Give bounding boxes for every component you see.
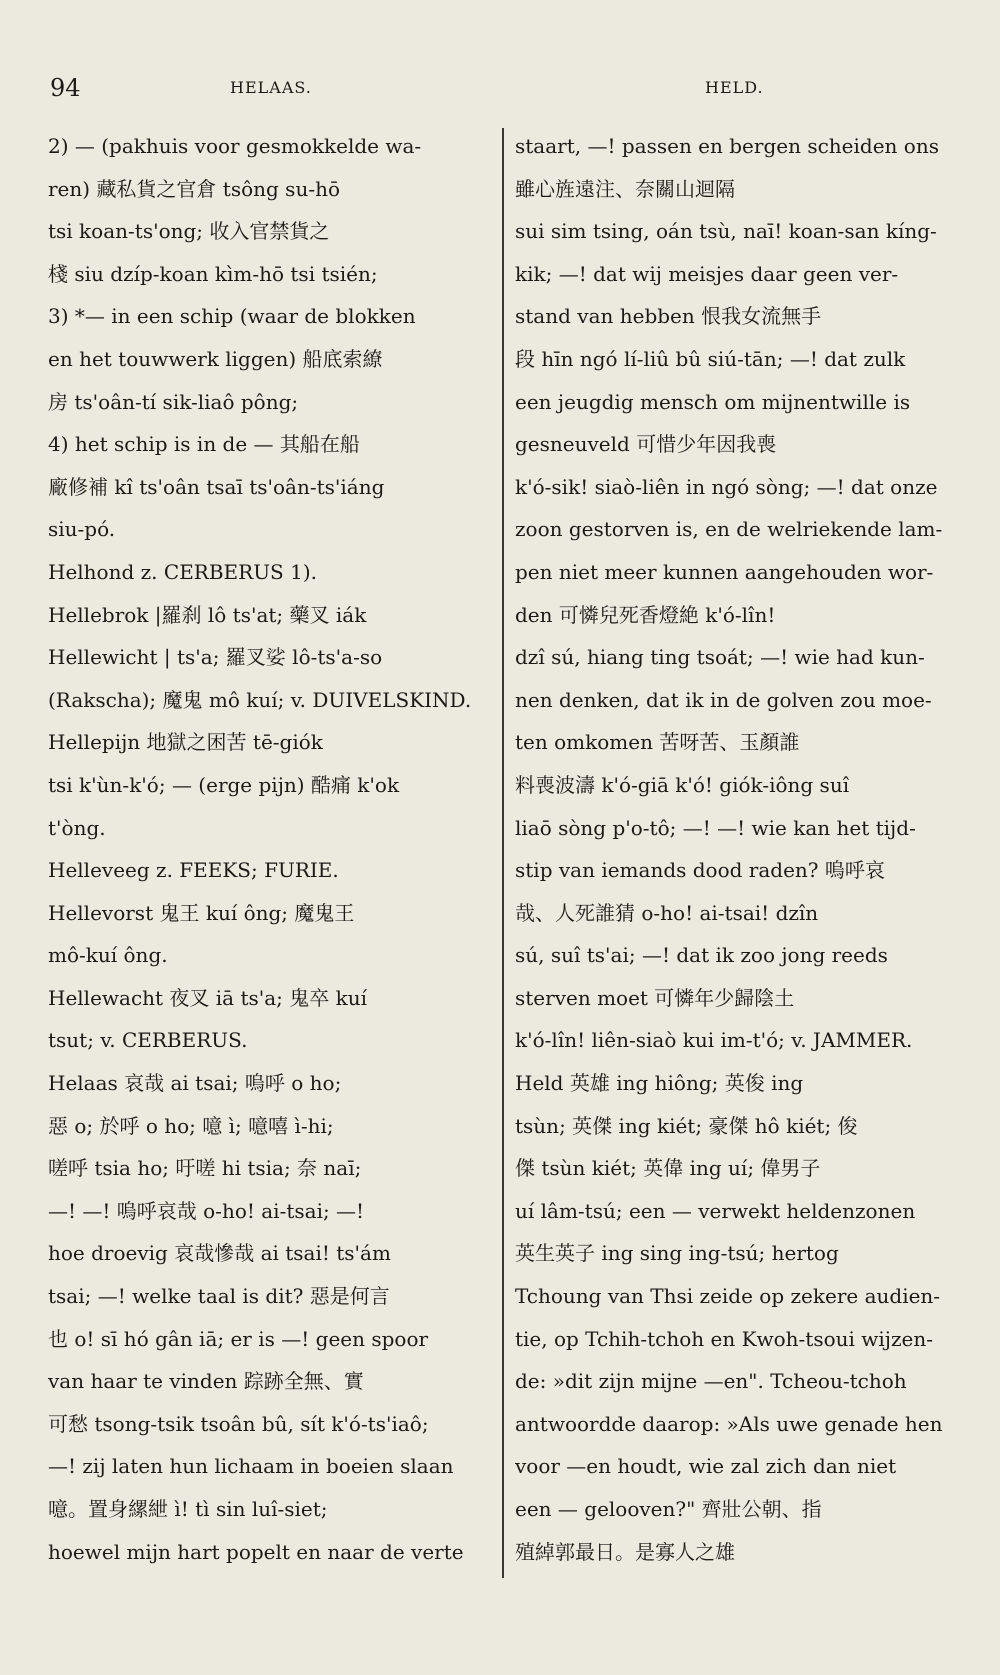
text-line: Helaas 哀哉 ai tsai; 嗚呼 o ho; (48, 1071, 342, 1096)
text-line: sterven moet 可憐年少歸陰土 (515, 985, 795, 1010)
text-line: liaō sòng p'o-tô; —! —! wie kan het tijd- (515, 815, 916, 840)
text-line: stand van hebben 恨我女流無手 (515, 304, 822, 329)
text-line: 料喪波濤 k'ó-giā k'ó! giók-iông suî (515, 772, 850, 797)
text-line: Hellevorst 鬼王 kuí ông; 魔鬼王 (48, 900, 355, 925)
text-line: Helleveeg z. FEEKS; FURIE. (48, 858, 339, 883)
text-line: de: »dit zijn mijne —en". Tcheou-tchoh (515, 1369, 907, 1394)
text-line: 段 hīn ngó lí-liû bû siú-tān; —! dat zulk (515, 346, 906, 371)
text-line: Hellebrok |羅刹 lô ts'at; 藥叉 iák (48, 602, 367, 627)
text-line: 哉、人死誰猜 o-ho! ai-tsai! dzîn (515, 900, 819, 925)
text-line: Hellewicht | ts'a; 羅叉娑 lô-ts'a-so (48, 645, 383, 670)
text-line: voor —en houdt, wie zal zich dan niet (515, 1454, 897, 1479)
text-line: 英生英子 ing sing ing-tsú; hertog (515, 1241, 839, 1266)
page-number: 94 (50, 74, 81, 102)
text-line: gesneuveld 可惜少年因我喪 (515, 432, 777, 457)
text-line: 可愁 tsong-tsik tsoân bû, sít k'ó-ts'iaô; (48, 1411, 429, 1436)
text-line: 惡 o; 於呼 o ho; 噫 ì; 噫嘻 ì-hi; (48, 1113, 334, 1138)
column-divider (502, 128, 504, 1578)
text-line: tsi k'ùn-k'ó; — (erge pijn) 酷痛 k'ok (48, 772, 400, 797)
text-line: en het touwwerk liggen) 船底索繚 (48, 346, 383, 371)
right-running-head: HELD. (705, 78, 764, 97)
text-line: 棧 siu dzíp-koan kìm-hō tsi tsién; (48, 261, 378, 286)
text-line: antwoordde daarop: »Als uwe genade hen (515, 1411, 943, 1436)
text-line: 殖綽郭最日。是寡人之雄 (515, 1539, 735, 1564)
text-line: Tchoung van Thsi zeide op zekere audien- (515, 1284, 941, 1309)
text-line: t'òng. (48, 815, 106, 840)
text-line: hoe droevig 哀哉慘哉 ai tsai! ts'ám (48, 1241, 391, 1266)
text-line: staart, —! passen en bergen scheiden ons (515, 134, 939, 158)
page-header (50, 74, 955, 104)
text-line: dzî sú, hiang ting tsoát; —! wie had kun- (515, 645, 925, 670)
text-line: 房 ts'oân-tí sik-liaô pông; (48, 389, 299, 414)
text-line: 4) het schip is in de — 其船在船 (48, 432, 360, 457)
text-line: van haar te vinden 踪跡全無、實 (48, 1369, 364, 1394)
text-line: —! —! 嗚呼哀哉 o-ho! ai-tsai; —! (48, 1198, 365, 1223)
text-line: k'ó-lîn! liên-siaò kui im-t'ó; v. JAMMER. (515, 1028, 913, 1053)
text-line: een — gelooven?" 齊壯公朝、指 (515, 1497, 822, 1521)
text-line: 雖心旌遠注、奈關山迴隔 (515, 176, 735, 201)
text-line: mô-kuí ông. (48, 943, 168, 968)
text-line: stip van iemands dood raden? 嗚呼哀 (515, 858, 885, 883)
left-column (48, 125, 493, 1573)
text-line: sú, suî ts'ai; —! dat ik zoo jong reeds (515, 943, 888, 968)
text-line: 廠修補 kî ts'oân tsaī ts'oân-ts'iáng (48, 474, 385, 499)
text-line: k'ó-sik! siaò-liên in ngó sòng; —! dat onze (515, 474, 938, 499)
text-line: 嗟呼 tsia ho; 吁嗟 hi tsia; 奈 naī; (48, 1156, 362, 1181)
text-line: tie, op Tchih-tchoh en Kwoh-tsoui wijzen- (515, 1326, 934, 1351)
text-line: Held 英雄 ing hiông; 英俊 ing (515, 1071, 804, 1096)
text-line: tsut; v. CERBERUS. (48, 1028, 248, 1053)
text-line: Helhond z. CERBERUS 1). (48, 559, 318, 584)
text-line: tsùn; 英傑 ing kiét; 豪傑 hô kiét; 俊 (515, 1113, 858, 1138)
text-line: sui sim tsing, oán tsù, naī! koan-san kíng- (515, 219, 937, 244)
text-line: 傑 tsùn kiét; 英偉 ing uí; 偉男子 (515, 1156, 821, 1181)
text-line: uí lâm-tsú; een — verwekt heldenzonen (515, 1198, 916, 1223)
text-line: 3) *— in een schip (waar de blokken (48, 304, 416, 329)
text-line: ten omkomen 苦呀苦、玉顏誰 (515, 730, 800, 755)
text-line: den 可憐兒死香燈絶 k'ó-lîn! (515, 602, 776, 627)
text-line: 2) — (pakhuis voor gesmokkelde wa- (48, 134, 422, 158)
text-line: zoon gestorven is, en de welriekende lam- (515, 517, 943, 542)
text-line: een jeugdig mensch om mijnentwille is (515, 389, 911, 414)
text-line: hoewel mijn hart popelt en naar de verte (48, 1539, 464, 1564)
text-line: 也 o! sī hó gân iā; er is —! geen spoor (48, 1326, 429, 1351)
text-line: Hellepijn 地獄之困苦 tē-giók (48, 730, 323, 755)
right-column (515, 125, 960, 1573)
text-line: ren) 藏私貨之官倉 tsông su-hō (48, 176, 341, 201)
text-line: siu-pó. (48, 517, 116, 542)
text-line: nen denken, dat ik in de golven zou moe- (515, 687, 932, 712)
text-line: kik; —! dat wij meisjes daar geen ver- (515, 261, 899, 286)
text-line: tsi koan-ts'ong; 收入官禁貨之 (48, 219, 330, 244)
left-running-head: HELAAS. (230, 78, 312, 97)
text-line: —! zij laten hun lichaam in boeien slaan (48, 1454, 454, 1479)
text-line: (Rakscha); 魔鬼 mô kuí; v. DUIVELSKIND. (48, 687, 472, 712)
text-line: pen niet meer kunnen aangehouden wor- (515, 559, 934, 584)
text-line: 噫。置身縲紲 ì! tì sin luî-siet; (48, 1497, 328, 1521)
text-line: Hellewacht 夜叉 iā ts'a; 鬼卒 kuí (48, 985, 368, 1010)
text-line: tsai; —! welke taal is dit? 惡是何言 (48, 1284, 390, 1309)
